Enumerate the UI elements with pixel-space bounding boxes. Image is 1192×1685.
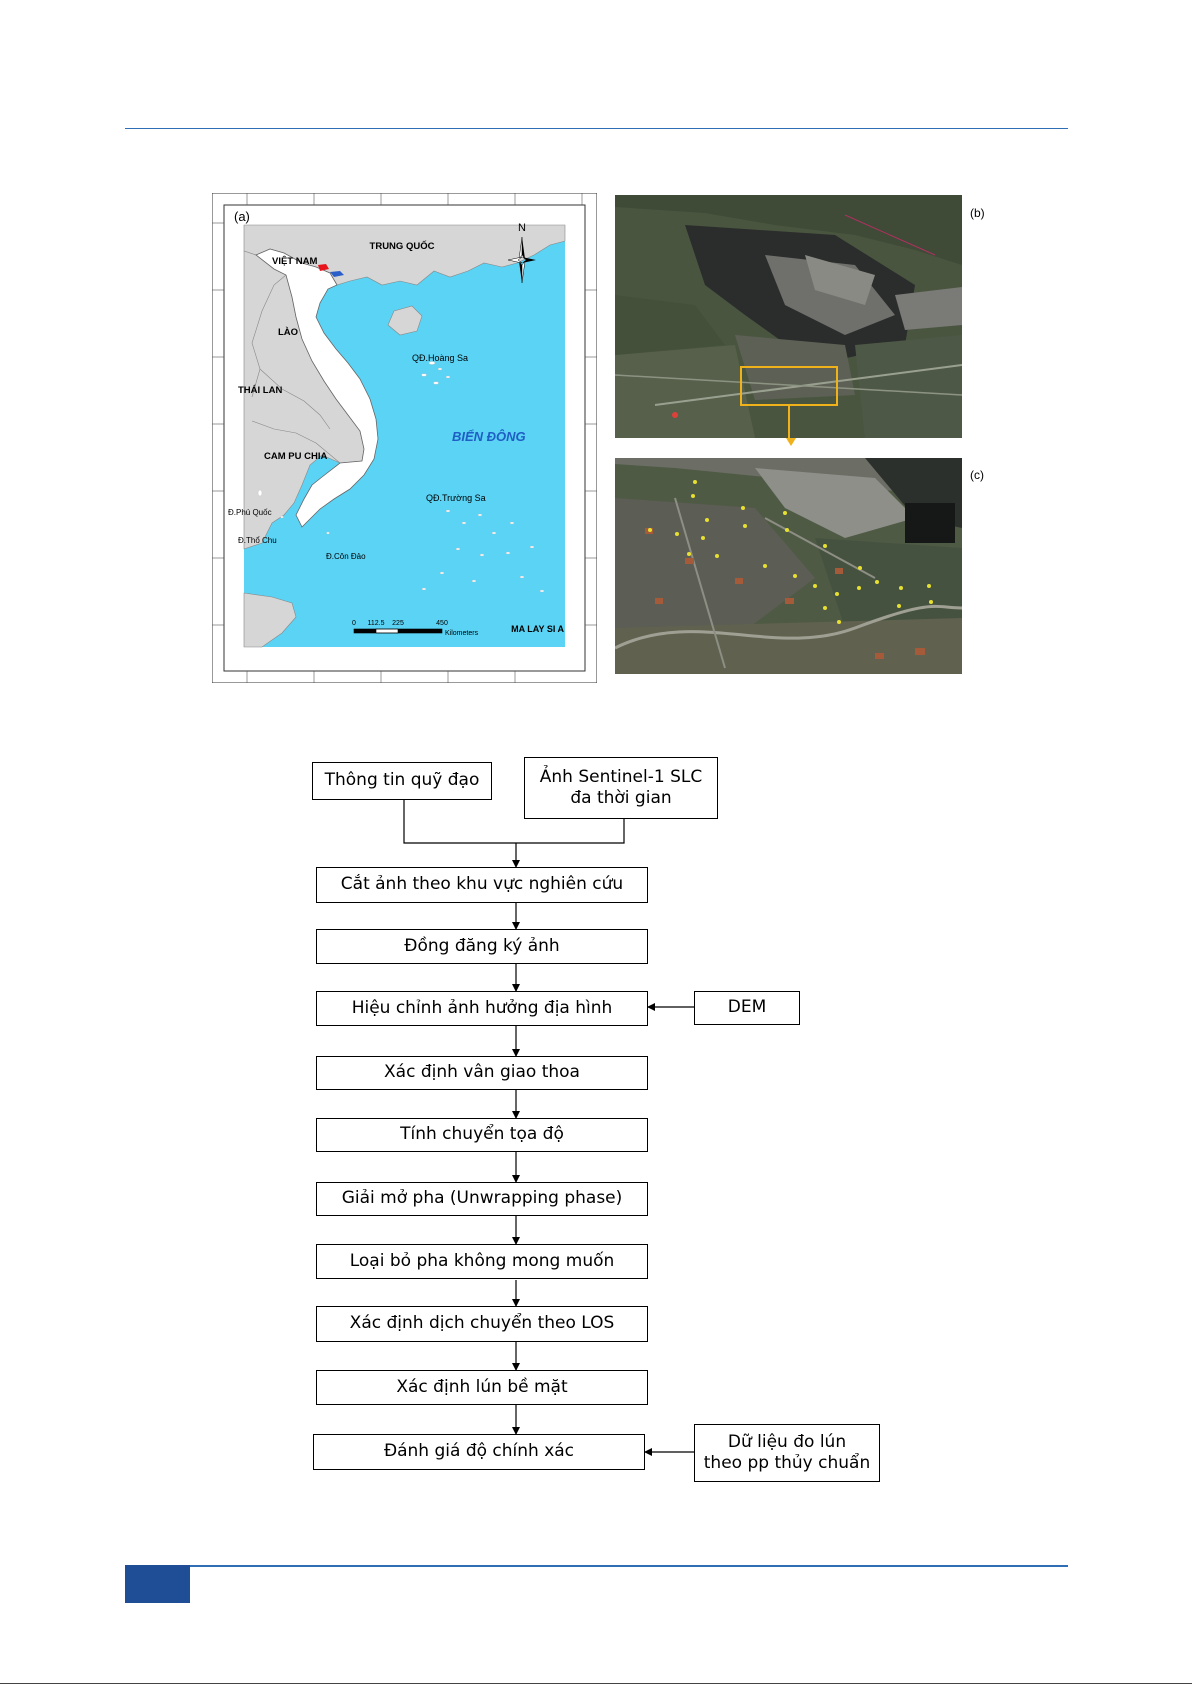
zoom-arrow-icon	[786, 438, 796, 446]
label-east-sea: BIỂN ĐÔNG	[452, 429, 526, 444]
label-con-dao: Đ.Côn Đảo	[326, 552, 366, 561]
flow-input-leveling-label: Dữ liệu đo lún theo pp thủy chuẩn	[703, 1431, 871, 1473]
page-bottom-edge	[0, 1683, 1192, 1684]
flow-step-6-label: Giải mở pha (Unwrapping phase)	[341, 1188, 623, 1209]
flow-step-1	[316, 867, 648, 903]
flow-step-3-label: Hiệu chỉnh ảnh hưởng địa hình	[351, 997, 613, 1018]
north-label: N	[518, 222, 526, 234]
flow-step-9-label: Xác định lún bề mặt	[396, 1376, 568, 1397]
flow-step-3	[316, 991, 648, 1026]
label-malaysia: MA LAY SI A	[511, 624, 564, 634]
flow-step-1-label: Cắt ảnh theo khu vực nghiên cứu	[340, 874, 624, 895]
label-laos: LÀO	[278, 327, 299, 338]
panel-c-label: (c)	[970, 468, 984, 482]
flow-step-5	[316, 1118, 648, 1152]
flow-step-10-label: Đánh giá độ chính xác	[383, 1441, 575, 1462]
label-phu-quoc: Đ.Phú Quốc	[228, 508, 272, 517]
flow-step-6	[316, 1182, 648, 1216]
flow-step-2	[316, 929, 648, 964]
flow-step-8-label: Xác định dịch chuyển theo LOS	[349, 1313, 615, 1334]
footer-rule	[190, 1565, 1068, 1567]
label-spratly: QĐ.Trường Sa	[426, 493, 486, 503]
vietnam-location-map	[212, 193, 597, 683]
satellite-image-overview	[615, 195, 962, 438]
flow-step-5-label: Tính chuyển tọa độ	[400, 1124, 564, 1145]
flow-step-2-label: Đồng đăng ký ảnh	[404, 935, 560, 956]
label-cambodia: CAM PU CHIA	[264, 451, 328, 462]
flow-input-sentinel	[524, 757, 718, 819]
scale-tick-3: 450	[436, 620, 448, 627]
panel-b-label: (b)	[970, 206, 985, 220]
flow-input-orbit	[312, 762, 492, 800]
scale-tick-1: 112.5	[367, 620, 385, 627]
label-paracel: QĐ.Hoàng Sa	[412, 353, 469, 363]
label-tho-chu: Đ.Thổ Chu	[238, 536, 277, 545]
header-rule	[125, 128, 1068, 129]
scale-unit: Kilometers	[445, 630, 479, 637]
satellite-image-detail	[615, 458, 962, 674]
flow-input-dem-label: DEM	[727, 997, 767, 1018]
label-vietnam: VIỆT NAM	[272, 256, 318, 267]
panel-a-label: (a)	[234, 209, 250, 224]
scale-tick-0: 0	[352, 620, 356, 627]
flow-step-7-label: Loại bỏ pha không mong muốn	[349, 1250, 615, 1271]
flow-step-9	[316, 1370, 648, 1405]
flow-input-leveling	[694, 1424, 880, 1482]
flow-step-4	[316, 1056, 648, 1090]
page-number-tab	[125, 1565, 190, 1603]
flow-step-4-label: Xác định vân giao thoa	[384, 1062, 580, 1083]
flow-step-8	[316, 1306, 648, 1342]
flow-input-dem	[694, 991, 800, 1025]
label-china: TRUNG QUỐC	[369, 241, 435, 252]
flow-step-7	[316, 1244, 648, 1279]
label-thailand: THÁI LAN	[238, 385, 283, 396]
flow-step-10	[313, 1434, 645, 1470]
scale-tick-2: 225	[392, 620, 404, 627]
flow-input-sentinel-label: Ảnh Sentinel-1 SLC đa thời gian	[539, 766, 703, 808]
flow-input-orbit-label: Thông tin quỹ đạo	[324, 770, 480, 791]
